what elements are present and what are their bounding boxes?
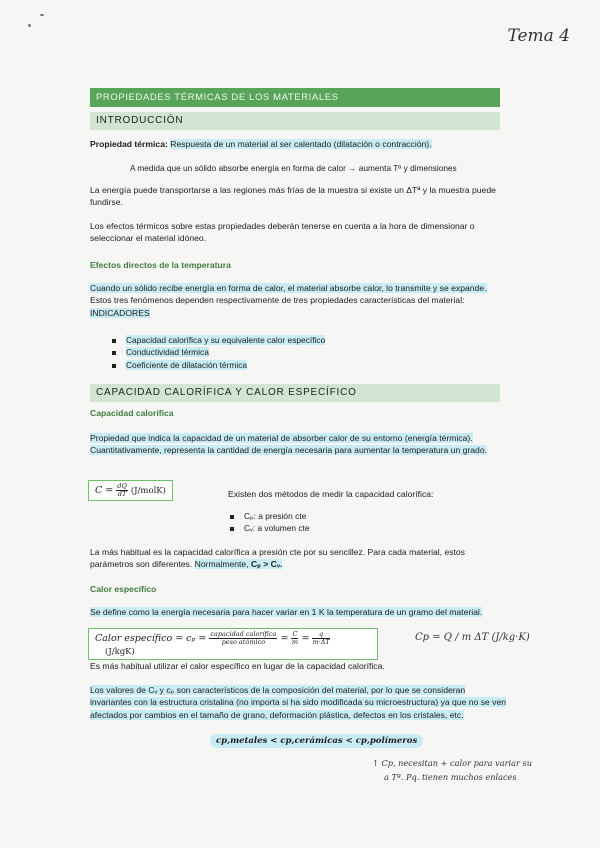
paragraph-fenomenos-a: Cuando un sólido recibe energía en forma de calor, el material absorbe calor, lo transmite y se expande. [90,283,487,293]
bullet-list-propiedades [112,334,325,371]
formula-unit: (J/molK) [130,486,166,496]
paragraph-fenomenos [90,282,508,319]
formula-capacidad-calorifica [88,480,173,501]
centered-statement [130,162,510,174]
paragraph-invariantes [90,684,508,721]
indicadores-label: INDICADORES [90,307,150,318]
paragraph-fenomenos-b: Estos tres fenómenos dependen respectivamente de tres propiedades características del material: [90,295,465,306]
formula-fraction-dq-dt: $\frac{dQ}{dT}$ [117,482,127,498]
sub-heading-calor-especifico: Calor específico [90,584,157,594]
normalmente-highlight: Normalmente, Cₚ > Cᵥ. [194,559,283,570]
handwritten-note [372,756,532,784]
calor-definition-text: Se define como la energía necesaria para hacer variar en 1 K la temperatura de un gramo del material. [90,607,483,617]
paragraph-efectos: Los efectos térmicos sobre estas propiedades deberán tenerse en cuenta a la hora de dimensionar o seleccionar el material idóneo. [90,221,475,244]
invariantes-text: Los valores de Cᵥ y cₚ son característicos de la composición del material, por lo que se consideran invariantes con la estructura cristalina (no importa si ha sido modificada su microestructura) ya que no se ven afectados por cambios en el tamaño de grano, deformación plástica, defectos en los cristales, etc. [90,685,507,720]
mas-habitual-text: La más habitual es la capacidad calorífica a presión cte por su sencillez. Para cada material, estos parámetros son diferentes. [90,547,465,570]
handwritten-formula-cp: Cp = Q / m ΔT (J/kg·K) [415,632,530,643]
formula2-fraction-3: $\frac{q}{m\cdot\Delta T}$ [312,630,330,646]
bullet-list-metodos [230,510,310,535]
section-heading-introduccion: INTRODUCCIÓN [90,112,500,130]
handwritten-note-line-1: ↑ Cp, necesitan + calor para variar su [372,758,533,768]
formula2-fraction-1: $\frac{\text{capacidad calorífica}}{\text{peso atómico}}$ [210,630,277,646]
order-text: cp,metales < cp,cerámicas < cp,polímeros [210,734,423,748]
capacidad-definition-text: Propiedad que indica la capacidad de un material de absorber calor de su entorno (energía térmica). Cuantitativamente, representa la cantidad de energía necesaria para aumentar la temperatura un grado. [90,433,487,456]
formula-calor-especifico: Calor específico = cₚ = $\frac{\text{capacidad calorífica}}{\text{peso atómico}}$ = $\frac{C}{m}$ = $\frac{q}{m\cdot\Delta T}$ (J/kgK) [88,628,378,660]
paragraph-capacidad-definition [90,432,508,457]
propiedad-termica-definition [90,138,508,150]
formula2-lhs: Calor específico = cₚ = [95,633,207,644]
section-heading-capacidad: CAPACIDAD CALORÍFICA Y CALOR ESPECÍFICO [90,384,500,402]
handwritten-note-line-2: a Tª. Pq. tienen muchos enlaces [384,772,517,782]
scan-mark [40,14,44,16]
handwritten-tema-title: Tema 4 [507,26,570,46]
list-item: Conductividad térmica [112,346,325,358]
paragraph-mas-habitual-calor: Es más habitual utilizar el calor específico en lugar de la capacidad calorífica. [90,661,385,671]
formula-c-symbol: C = [95,485,114,496]
formula2-unit: (J/kgK) [105,647,135,657]
list-item: Coeficiente de dilatación térmica [112,359,325,371]
sub-heading-efectos-directos: Efectos directos de la temperatura [90,260,231,270]
sub-heading-capacidad-calorifica: Capacidad calorífica [90,408,174,418]
paragraph-calor-definition [90,606,508,618]
metodos-intro: Existen dos métodos de medir la capacidad calorífica: [228,489,434,499]
calor-especifico-order [210,736,423,746]
list-item: Cₚ: a presión cte [230,510,310,522]
scan-mark [28,24,31,27]
centered-statement-text: A medida que un sólido absorbe energía en forma de calor → aumenta Tª y dimensiones [130,163,457,173]
formula2-fraction-2: $\frac{C}{m}$ [291,630,299,646]
list-item: Capacidad calorífica y su equivalente calor específico [112,334,325,346]
paragraph-mas-habitual [90,546,508,571]
propiedad-termica-label: Propiedad térmica: [90,139,168,149]
paragraph-energia: La energía puede transportarse a las regiones más frías de la muestra si existe un ΔTª y la muestra puede fundirse. [90,185,496,208]
propiedad-termica-text: Respuesta de un material al ser calentado (dilatación o contracción). [170,139,432,149]
list-item: Cᵥ: a volumen cte [230,522,310,534]
document-title-banner: PROPIEDADES TÉRMICAS DE LOS MATERIALES [90,88,500,107]
